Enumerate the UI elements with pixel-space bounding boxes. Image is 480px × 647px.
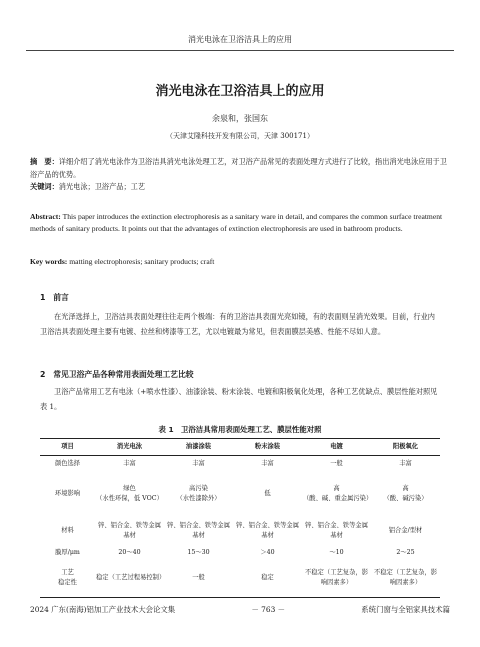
table-cell: 一般 (164, 560, 233, 598)
table-cell: ＞40 (260, 548, 275, 556)
abstract-cn-text: 详细介绍了消光电泳作为卫浴洁具消光电泳处理工艺，对卫浴产品常见的表面处理方式进行了比较，指出消光电泳应用于卫浴产品的优势。 (30, 157, 447, 179)
table-cell: 高污染 （水性漆除外） (176, 484, 221, 502)
section-1-heading: 1 前言 (40, 293, 69, 302)
table-cell: 低 (264, 489, 271, 497)
abstract-en-text: This paper introduces the extinction electrophoresis as a sanitary ware in detail, and compares the common surface treatment methods of sanitary products. It points out that the advantages of extinction electrophoresis are used in bathroom products. (30, 212, 443, 234)
table-cell: 膜厚/μm (55, 548, 80, 556)
footer-left: 2024 广东(南海)铝加工产业技术大会论文集 (30, 605, 176, 614)
abstract-cn (30, 156, 450, 181)
abstract-en-label: Abstract: (30, 212, 61, 221)
table-cell: 锌、铝合金、铁等金属基材 (98, 521, 161, 539)
table-cell: ～10 (329, 548, 344, 556)
table-cell: 丰富 (261, 459, 274, 467)
table-cell: 稳定 (233, 560, 302, 598)
table-cell: 颜色选择 (54, 459, 81, 467)
table-header-cell: 项目 (40, 439, 95, 456)
abstract-en (30, 211, 450, 236)
table-cell: 不稳定（工艺复杂，影响因素多） (302, 560, 371, 598)
table-cell: 材料 (61, 526, 74, 534)
table-cell: 2～25 (396, 548, 415, 556)
keywords-cn (30, 181, 450, 194)
table-cell: 高 （酸、碱、重金属污染） (303, 484, 373, 502)
table-cell: 锌、铝合金、铁等金属基材 (167, 521, 230, 539)
paper-title: 消光电泳在卫浴洁具上的应用 (155, 84, 325, 99)
keywords-en-label: Key words: (30, 257, 68, 266)
comparison-table (40, 438, 440, 598)
table-row (40, 456, 440, 472)
table-header-row (40, 439, 440, 456)
keywords-cn-text: 消光电泳；卫浴产品；工艺 (58, 182, 146, 191)
section-2-text: 卫浴产品常用工艺有电泳（+喷水性漆）、油漆涂装、粉末涂装、电镀和阳极氧化处理，各种工艺优缺点、膜层性能对照见表 1。 (40, 387, 438, 412)
keywords-cn-label: 关键词： (30, 182, 59, 191)
table-row (40, 472, 440, 516)
table-header-cell: 消光电泳 (95, 439, 164, 456)
table-header-cell: 电镀 (302, 439, 371, 456)
table-cell: 一般 (330, 459, 343, 467)
table-header-cell: 粉末涂装 (233, 439, 302, 456)
table-cell: 15～30 (187, 548, 210, 556)
table-cell: 工艺 稳定性 (40, 560, 95, 598)
table-cell: 铝合金/型材 (388, 526, 423, 534)
table-header-cell: 油漆涂装 (164, 439, 233, 456)
affiliation: （天津艾隆科技开发有限公司，天津 300171） (166, 132, 314, 140)
table-header-cell: 阳极氧化 (371, 439, 440, 456)
table-cell: 丰富 (192, 459, 205, 467)
keywords-en-text: matting electrophoresis; sanitary products; craft (69, 257, 215, 266)
keywords-en (30, 256, 450, 269)
abstract-cn-label: 摘 要： (30, 157, 59, 166)
table-cell: 丰富 (399, 459, 412, 467)
table-cell: 高 （酸、碱污染） (383, 484, 428, 502)
table-row (40, 546, 440, 560)
table-cell: 稳定（工艺过程易控制） (95, 560, 164, 598)
section-2-heading: 2 常见卫浴产品各种常用表面处理工艺比较 (40, 370, 194, 379)
table-cell: 环境影响 (54, 489, 81, 497)
table-cell: 不稳定（工艺复杂，影响因素多） (371, 560, 440, 598)
table-cell: 锌、铝合金、铁等金属基材 (305, 521, 368, 539)
section-1-text: 在光泽选择上，卫浴洁具表面处理往往走两个极端：有的卫浴洁具表面光亮如镜，有的表面则呈消光效果。目前，行业内卫浴洁具表面处理主要有电镀、拉丝和烤漆等工艺，尤以电镀最为常见，但表面膜层美感、性能不尽如人意。 (40, 312, 435, 337)
page-number: － 763 － (251, 605, 286, 614)
authors: 余泉和，张国东 (212, 114, 268, 123)
footer-right: 系统门窗与全铝家具技术篇 (361, 605, 450, 614)
page-footer (30, 604, 450, 615)
table-cell: 锌、铝合金、铁等金属基材 (236, 521, 299, 539)
table-cell: 丰富 (123, 459, 136, 467)
table-cell: 绿色 （水性环保，低 VOC） (96, 484, 163, 502)
table-row (40, 516, 440, 546)
table-row (40, 560, 440, 598)
table-caption: 表 1 卫浴洁具常用表面处理工艺、膜层性能对照 (158, 425, 322, 434)
table-cell: 20～40 (118, 548, 141, 556)
running-header: 消光电泳在卫浴洁具上的应用 (26, 34, 454, 51)
